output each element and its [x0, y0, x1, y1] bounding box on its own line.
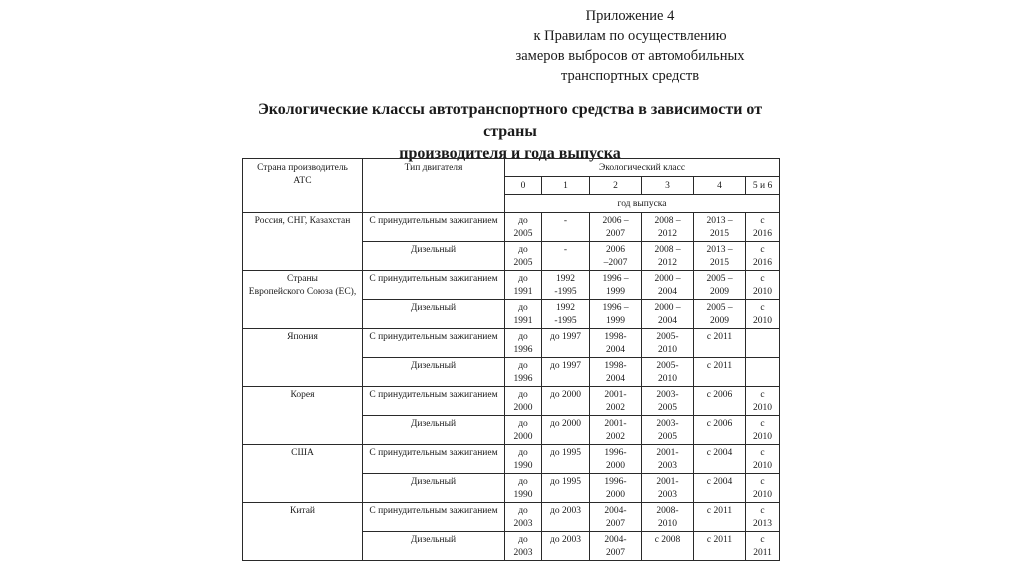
year-range-line: 2001- [656, 477, 679, 487]
year-range-cell [542, 503, 590, 532]
header-class-0: 0 [505, 177, 542, 195]
year-range-line: 2002 [606, 432, 625, 442]
year-range-line: 1996 – [602, 303, 629, 313]
year-range-cell [542, 416, 590, 445]
year-range-line: 2009 [710, 316, 729, 326]
year-range-line: с [760, 535, 765, 545]
year-range-cell [505, 242, 542, 271]
year-range-line: до [518, 361, 528, 371]
year-range-cell [642, 271, 694, 300]
year-range-line: 1991 [513, 316, 533, 326]
year-range-line: - [563, 245, 568, 255]
year-range-line: 2015 [710, 258, 729, 268]
year-range-line: 2004 [606, 345, 625, 355]
year-range-cell [590, 416, 642, 445]
year-range-cell [746, 358, 780, 387]
country-name-line: Страны [287, 274, 318, 284]
year-range-cell [642, 416, 694, 445]
year-range-line: до [518, 303, 528, 313]
year-range-cell [505, 300, 542, 329]
year-range-cell [505, 474, 542, 503]
year-range-cell [590, 358, 642, 387]
year-range-cell [694, 387, 746, 416]
header-class-4: 4 [694, 177, 746, 195]
appendix-ref-line: транспортных средств [560, 68, 700, 84]
year-range-line: с [760, 303, 765, 313]
year-range-line: 2012 [658, 258, 677, 268]
year-range-cell [694, 358, 746, 387]
year-range-line: 2010 [753, 432, 773, 442]
year-range-line: с 2006 [706, 419, 733, 429]
year-range-cell [542, 213, 590, 242]
year-range-line: 2004 [606, 374, 625, 384]
year-range-line: 2013 – [706, 245, 733, 255]
year-range-cell [642, 474, 694, 503]
year-range-line: 2004- [604, 535, 627, 545]
year-range-line: с 2011 [706, 535, 733, 545]
engine-type-cell: Дизельный [363, 416, 505, 445]
year-range-line: 1999 [606, 287, 625, 297]
year-range-line: до 1997 [550, 332, 581, 342]
year-range-cell [642, 300, 694, 329]
year-range-line: до [518, 245, 528, 255]
country-name-line: Европейского Союза (ЕС), [248, 287, 357, 297]
appendix-ref-line: замеров выбросов от автомобильных [515, 48, 745, 64]
year-range-line: с 2011 [706, 506, 733, 516]
year-range-line: 2004- [604, 506, 627, 516]
year-range-line: 2005 [658, 403, 677, 413]
year-range-line: 2001- [604, 419, 627, 429]
header-year: год выпуска [505, 195, 780, 213]
year-range-line: 2005 [513, 258, 533, 268]
year-range-cell [542, 445, 590, 474]
year-range-line: 2010 [753, 316, 773, 326]
year-range-cell [642, 387, 694, 416]
year-range-line: 1992 [556, 303, 575, 313]
year-range-cell [642, 329, 694, 358]
year-range-line: 2003 [658, 461, 677, 471]
year-range-line: до [518, 216, 528, 226]
year-range-cell [694, 329, 746, 358]
year-range-cell [505, 416, 542, 445]
year-range-cell [590, 329, 642, 358]
year-range-cell [590, 242, 642, 271]
year-range-line: до [518, 390, 528, 400]
year-range-cell [590, 213, 642, 242]
year-range-line: –2007 [603, 258, 628, 268]
year-range-line: 2010 [753, 461, 773, 471]
year-range-cell [694, 213, 746, 242]
year-range-cell [542, 329, 590, 358]
year-range-cell [642, 503, 694, 532]
table-row [243, 445, 780, 474]
year-range-line: 2010 [658, 374, 677, 384]
year-range-cell [746, 503, 780, 532]
header-class-1: 1 [542, 177, 590, 195]
header-country-line: АТС [293, 176, 312, 186]
year-range-line: с 2004 [706, 448, 733, 458]
year-range-line: 1996 – [602, 274, 629, 284]
year-range-line: 2008 – [654, 216, 681, 226]
year-range-line: до 2003 [550, 506, 581, 516]
year-range-cell [542, 387, 590, 416]
year-range-line: 2010 [658, 345, 677, 355]
year-range-line: 2012 [658, 229, 677, 239]
year-range-line: 2008- [656, 506, 679, 516]
country-cell [243, 213, 363, 271]
year-range-line: 2016 [753, 258, 773, 268]
year-range-line: до 2000 [550, 419, 581, 429]
year-range-cell [590, 532, 642, 561]
year-range-cell [590, 387, 642, 416]
year-range-cell [642, 445, 694, 474]
year-range-line: с 2011 [706, 361, 733, 371]
year-range-cell [542, 271, 590, 300]
year-range-line: до 1995 [550, 448, 581, 458]
year-range-cell [590, 503, 642, 532]
year-range-line: с 2004 [706, 477, 733, 487]
appendix-heading [480, 6, 780, 86]
year-range-line: 2000 – [654, 303, 681, 313]
year-range-line: до [518, 535, 528, 545]
year-range-line: до [518, 506, 528, 516]
year-range-cell [505, 358, 542, 387]
header-class-5-6: 5 и 6 [746, 177, 780, 195]
year-range-line: до [518, 477, 528, 487]
country-cell [243, 445, 363, 503]
year-range-line: с 2008 [654, 535, 681, 545]
title-line: Экологические классы автотранспортного средства в зависимости от страны [257, 101, 763, 140]
year-range-cell [642, 358, 694, 387]
year-range-cell [542, 532, 590, 561]
country-cell [243, 503, 363, 561]
year-range-line: до [518, 448, 528, 458]
year-range-line: 2005 [658, 432, 677, 442]
country-name-line: США [291, 448, 314, 458]
table-row [243, 271, 780, 300]
document-title [232, 99, 788, 165]
year-range-line: -1995 [554, 316, 577, 326]
year-range-cell [694, 416, 746, 445]
year-range-cell [694, 474, 746, 503]
year-range-line: 2005- [656, 361, 679, 371]
country-cell [243, 329, 363, 387]
year-range-line: до [518, 419, 528, 429]
year-range-line: 1999 [606, 316, 625, 326]
year-range-line: с [760, 216, 765, 226]
year-range-line: с [760, 506, 765, 516]
year-range-cell [694, 532, 746, 561]
year-range-line: до 2003 [550, 535, 581, 545]
year-range-line: 2003- [656, 419, 679, 429]
year-range-line: 2006 – [602, 216, 629, 226]
year-range-line: 2010 [658, 519, 677, 529]
year-range-line: -1995 [554, 287, 577, 297]
year-range-cell [746, 474, 780, 503]
year-range-line: с [760, 274, 765, 284]
year-range-line: до [518, 332, 528, 342]
year-range-line: с 2011 [706, 332, 733, 342]
year-range-cell [542, 474, 590, 503]
year-range-line: 1990 [513, 461, 533, 471]
header-class-3: 3 [642, 177, 694, 195]
year-range-line: до 2000 [550, 390, 581, 400]
year-range-cell [590, 300, 642, 329]
year-range-cell [505, 329, 542, 358]
year-range-cell [642, 242, 694, 271]
appendix-number: Приложение 4 [585, 8, 675, 24]
year-range-cell [505, 445, 542, 474]
year-range-line: 1996- [604, 477, 627, 487]
year-range-cell [694, 300, 746, 329]
year-range-cell [505, 213, 542, 242]
year-range-line: 2003 [513, 548, 533, 558]
engine-type-cell: Дизельный [363, 358, 505, 387]
year-range-line: 2002 [606, 403, 625, 413]
year-range-line: 2003- [656, 390, 679, 400]
year-range-line: с [760, 477, 765, 487]
year-range-cell [694, 242, 746, 271]
year-range-line: 2016 [753, 229, 773, 239]
year-range-line: 2003 [513, 519, 533, 529]
year-range-cell [694, 503, 746, 532]
year-range-line: 1998- [604, 361, 627, 371]
year-range-line: 2000 – [654, 274, 681, 284]
year-range-line: 2013 – [706, 216, 733, 226]
engine-type-cell: С принудительным зажиганием [363, 445, 505, 474]
engine-type-cell: С принудительным зажиганием [363, 213, 505, 242]
year-range-cell [505, 532, 542, 561]
country-name-line: Корея [290, 390, 315, 400]
header-eco-class: Экологический класс [505, 159, 780, 177]
year-range-cell [746, 329, 780, 358]
year-range-cell [694, 271, 746, 300]
year-range-line: 2009 [710, 287, 729, 297]
engine-type-cell: Дизельный [363, 242, 505, 271]
year-range-line: 1998- [604, 332, 627, 342]
header-country-line: Страна производитель [257, 163, 348, 173]
country-cell [243, 271, 363, 329]
year-range-cell [746, 300, 780, 329]
year-range-line: до [518, 274, 528, 284]
engine-type-cell: Дизельный [363, 474, 505, 503]
year-range-line: 2010 [753, 490, 773, 500]
table-row [243, 329, 780, 358]
year-range-cell [590, 445, 642, 474]
header-engine: Тип двигателя [363, 159, 505, 213]
header-country [243, 159, 363, 213]
year-range-cell [746, 416, 780, 445]
year-range-line: 2004 [658, 316, 677, 326]
year-range-line: 2000 [606, 461, 625, 471]
year-range-line: с [760, 245, 765, 255]
year-range-line: с 2006 [706, 390, 733, 400]
appendix-ref-line: к Правилам по осуществлению [533, 28, 727, 44]
year-range-line: 2000 [513, 403, 533, 413]
year-range-cell [746, 271, 780, 300]
year-range-line: 1996 [513, 374, 533, 384]
header-class-2: 2 [590, 177, 642, 195]
engine-type-cell: Дизельный [363, 532, 505, 561]
year-range-line: 2010 [753, 287, 773, 297]
year-range-cell [505, 387, 542, 416]
year-range-line: 2007 [606, 229, 625, 239]
year-range-line: 2007 [606, 548, 625, 558]
year-range-line: до 1995 [550, 477, 581, 487]
engine-type-cell: Дизельный [363, 300, 505, 329]
year-range-line: 2007 [606, 519, 625, 529]
year-range-cell [642, 213, 694, 242]
year-range-cell [505, 503, 542, 532]
year-range-cell [694, 445, 746, 474]
country-cell [243, 387, 363, 445]
table-row [243, 387, 780, 416]
year-range-line: - [563, 216, 568, 226]
year-range-line: с [760, 448, 765, 458]
title-line: производителя и года выпуска [399, 145, 621, 162]
country-name-line: Япония [287, 332, 318, 342]
table-row [243, 213, 780, 242]
year-range-line: 1990 [513, 490, 533, 500]
year-range-line: с [760, 419, 765, 429]
year-range-cell [542, 358, 590, 387]
year-range-cell [746, 242, 780, 271]
year-range-line: 1996- [604, 448, 627, 458]
year-range-line: 1996 [513, 345, 533, 355]
year-range-line: 2000 [513, 432, 533, 442]
country-name-line: Китай [290, 506, 315, 516]
year-range-line: 2004 [658, 287, 677, 297]
year-range-cell [542, 300, 590, 329]
year-range-line: 2005 – [706, 274, 733, 284]
year-range-line: 1991 [513, 287, 533, 297]
year-range-cell [590, 474, 642, 503]
year-range-cell [590, 271, 642, 300]
year-range-line: 2005- [656, 332, 679, 342]
year-range-line: 2015 [710, 229, 729, 239]
year-range-cell [746, 387, 780, 416]
year-range-line: до 1997 [550, 361, 581, 371]
year-range-line: 2013 [753, 519, 773, 529]
year-range-line: 2003 [658, 490, 677, 500]
year-range-cell [746, 213, 780, 242]
year-range-cell [642, 532, 694, 561]
engine-type-cell: С принудительным зажиганием [363, 387, 505, 416]
year-range-line: 2006 [606, 245, 625, 255]
table-row [243, 503, 780, 532]
eco-class-table [242, 158, 780, 561]
engine-type-cell: С принудительным зажиганием [363, 271, 505, 300]
year-range-line: 2000 [606, 490, 625, 500]
year-range-line: 2001- [656, 448, 679, 458]
engine-type-cell: С принудительным зажиганием [363, 503, 505, 532]
year-range-line: 2008 – [654, 245, 681, 255]
country-name-line: Россия, СНГ, Казахстан [254, 216, 351, 226]
year-range-cell [542, 242, 590, 271]
year-range-cell [505, 271, 542, 300]
year-range-line: с [760, 390, 765, 400]
year-range-cell [746, 445, 780, 474]
year-range-line: 2005 [513, 229, 533, 239]
engine-type-cell: С принудительным зажиганием [363, 329, 505, 358]
year-range-line: 1992 [556, 274, 575, 284]
year-range-cell [746, 532, 780, 561]
year-range-line: 2001- [604, 390, 627, 400]
year-range-line: 2010 [753, 403, 773, 413]
year-range-line: 2005 – [706, 303, 733, 313]
year-range-line: 2011 [753, 548, 772, 558]
